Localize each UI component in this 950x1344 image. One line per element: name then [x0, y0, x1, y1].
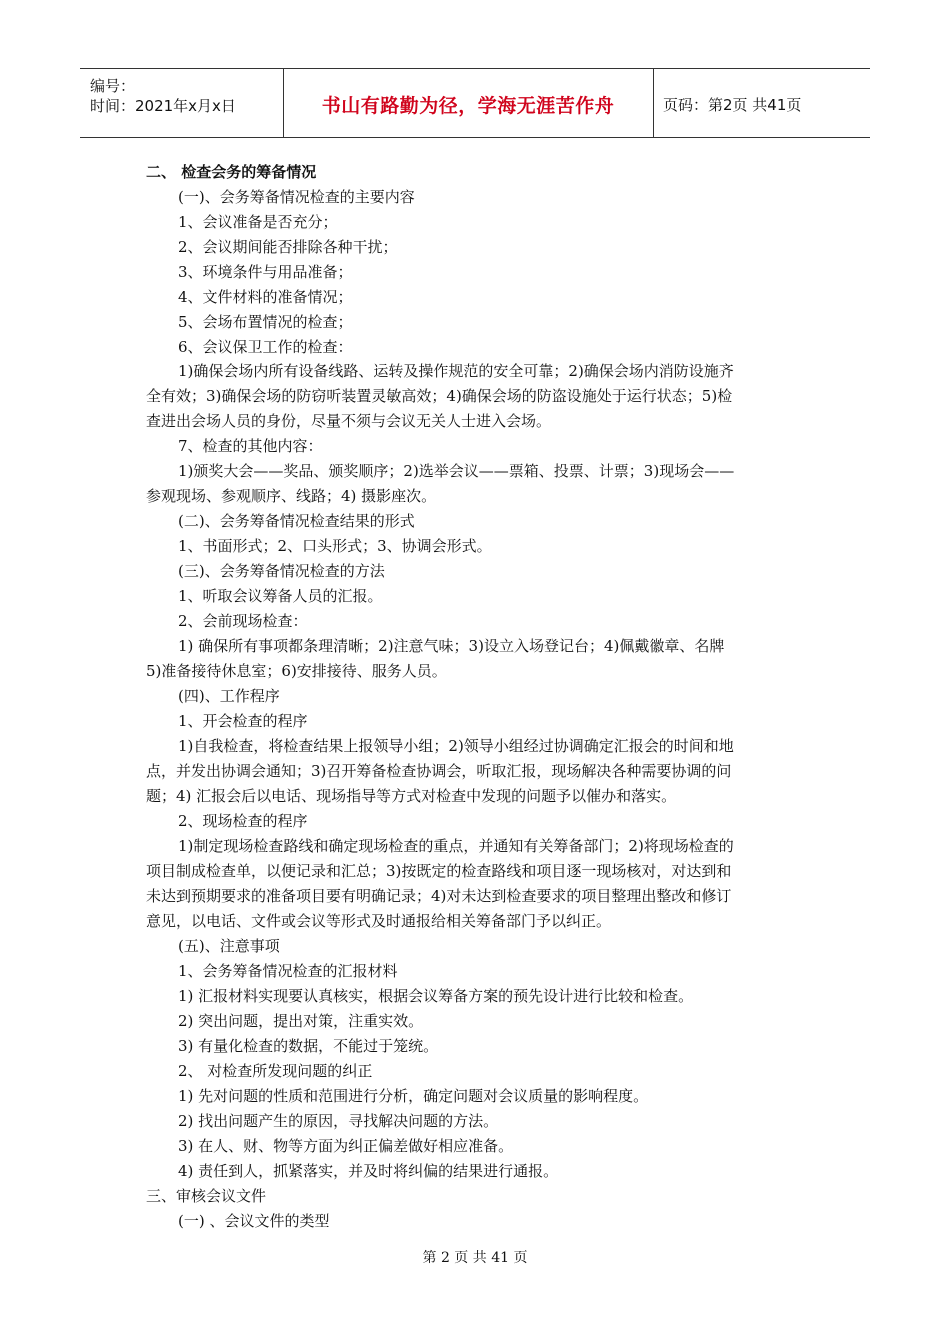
subsection-heading: (一) 、会议文件的类型: [178, 1212, 330, 1230]
paragraph-line: 5)准备接待休息室；6)安排接待、服务人员。: [146, 662, 447, 680]
list-item: 1、开会检查的程序: [178, 712, 308, 730]
list-item: 2、现场检查的程序: [178, 812, 308, 830]
list-item: 2、会前现场检查：: [178, 612, 308, 630]
paragraph-line: 1) 确保所有事项都条理清晰；2)注意气味；3)设立入场登记台；4)佩戴徽章、名牌: [178, 637, 725, 655]
paragraph-line: 1)确保会场内所有设备线路、运转及操作规范的安全可靠；2)确保会场内消防设施齐: [178, 362, 734, 380]
paragraph-line: 意见，以电话、文件或会议等形式及时通报给相关筹备部门予以纠正。: [146, 912, 612, 930]
list-item: 1、书面形式；2、口头形式；3、协调会形式。: [178, 537, 492, 555]
paragraph-line: 1)颁奖大会——奖品、颁奖顺序；2)选举会议——票箱、投票、计票；3)现场会——: [178, 462, 735, 480]
subsection-heading: (五)、注意事项: [178, 937, 280, 955]
document-time-label: 时间：2021年x月x日: [90, 97, 236, 115]
list-item: 1、会议准备是否充分；: [178, 213, 338, 231]
list-item: 2、 对检查所发现问题的纠正: [178, 1062, 373, 1080]
paragraph-line: 未达到预期要求的准备项目要有明确记录；4)对未达到检查要求的项目整理出整改和修订: [146, 887, 732, 905]
subsection-heading: (三)、会务筹备情况检查的方法: [178, 562, 385, 580]
list-item: 1、听取会议筹备人员的汇报。: [178, 587, 383, 605]
list-item: 2、会议期间能否排除各种干扰；: [178, 238, 398, 256]
list-item: 2) 突出问题，提出对策，注重实效。: [178, 1012, 424, 1030]
paragraph-line: 1)制定现场检查路线和确定现场检查的重点，并通知有关筹备部门；2)将现场检查的: [178, 837, 734, 855]
list-item: 6、会议保卫工作的检查：: [178, 338, 353, 356]
list-item: 4、文件材料的准备情况；: [178, 288, 353, 306]
subsection-heading: (一)、会务筹备情况检查的主要内容: [178, 188, 415, 206]
section-heading: 三、审核会议文件: [146, 1187, 267, 1205]
list-item: 7、检查的其他内容：: [178, 437, 323, 455]
header-meta-cell: [80, 69, 284, 137]
header-motto-cell: [283, 69, 654, 137]
paragraph-line: 项目制成检查单，以便记录和汇总；3)按既定的检查路线和项目逐一现场核对，对达到和: [146, 862, 732, 880]
subsection-heading: (四)、工作程序: [178, 687, 280, 705]
header-motto: 书山有路勤为径，学海无涯苦作舟: [321, 95, 615, 117]
paragraph-line: 1)自我检查，将检查结果上报领导小组；2)领导小组经过协调确定汇报会的时间和地: [178, 737, 734, 755]
paragraph-line: 查进出会场人员的身份，尽量不须与会议无关人士进入会场。: [146, 412, 552, 430]
list-item: 2) 找出问题产生的原因，寻找解决问题的方法。: [178, 1112, 499, 1130]
section-heading: 二、 检查会务的筹备情况: [146, 163, 317, 181]
document-number-label: 编号：: [90, 77, 136, 95]
list-item: 1、会务筹备情况检查的汇报材料: [178, 962, 398, 980]
list-item: 5、会场布置情况的检查；: [178, 313, 353, 331]
list-item: 1) 先对问题的性质和范围进行分析，确定问题对会议质量的影响程度。: [178, 1087, 649, 1105]
paragraph-line: 点，并发出协调会通知；3)召开筹备检查协调会，听取汇报，现场解决各种需要协调的问: [146, 762, 732, 780]
page-header: [80, 68, 870, 138]
header-page-number: 页码：第2页 共41页: [663, 96, 802, 114]
paragraph-line: 题；4) 汇报会后以电话、现场指导等方式对检查中发现的问题予以催办和落实。: [146, 787, 677, 805]
list-item: 3) 在人、财、物等方面为纠正偏差做好相应准备。: [178, 1137, 514, 1155]
header-page-cell: [653, 69, 870, 137]
page-footer: 第 2 页 共 41 页: [422, 1250, 528, 1266]
list-item: 4) 责任到人，抓紧落实，并及时将纠偏的结果进行通报。: [178, 1162, 559, 1180]
paragraph-line: 参观现场、参观顺序、线路；4) 摄影座次。: [146, 487, 437, 505]
list-item: 1) 汇报材料实现要认真核实，根据会议筹备方案的预先设计进行比较和检查。: [178, 987, 694, 1005]
paragraph-line: 全有效；3)确保会场的防窃听装置灵敏高效；4)确保会场的防盗设施处于运行状态；5)检: [146, 387, 733, 405]
list-item: 3、环境条件与用品准备；: [178, 263, 353, 281]
list-item: 3) 有量化检查的数据，不能过于笼统。: [178, 1037, 439, 1055]
subsection-heading: (二)、会务筹备情况检查结果的形式: [178, 512, 415, 530]
